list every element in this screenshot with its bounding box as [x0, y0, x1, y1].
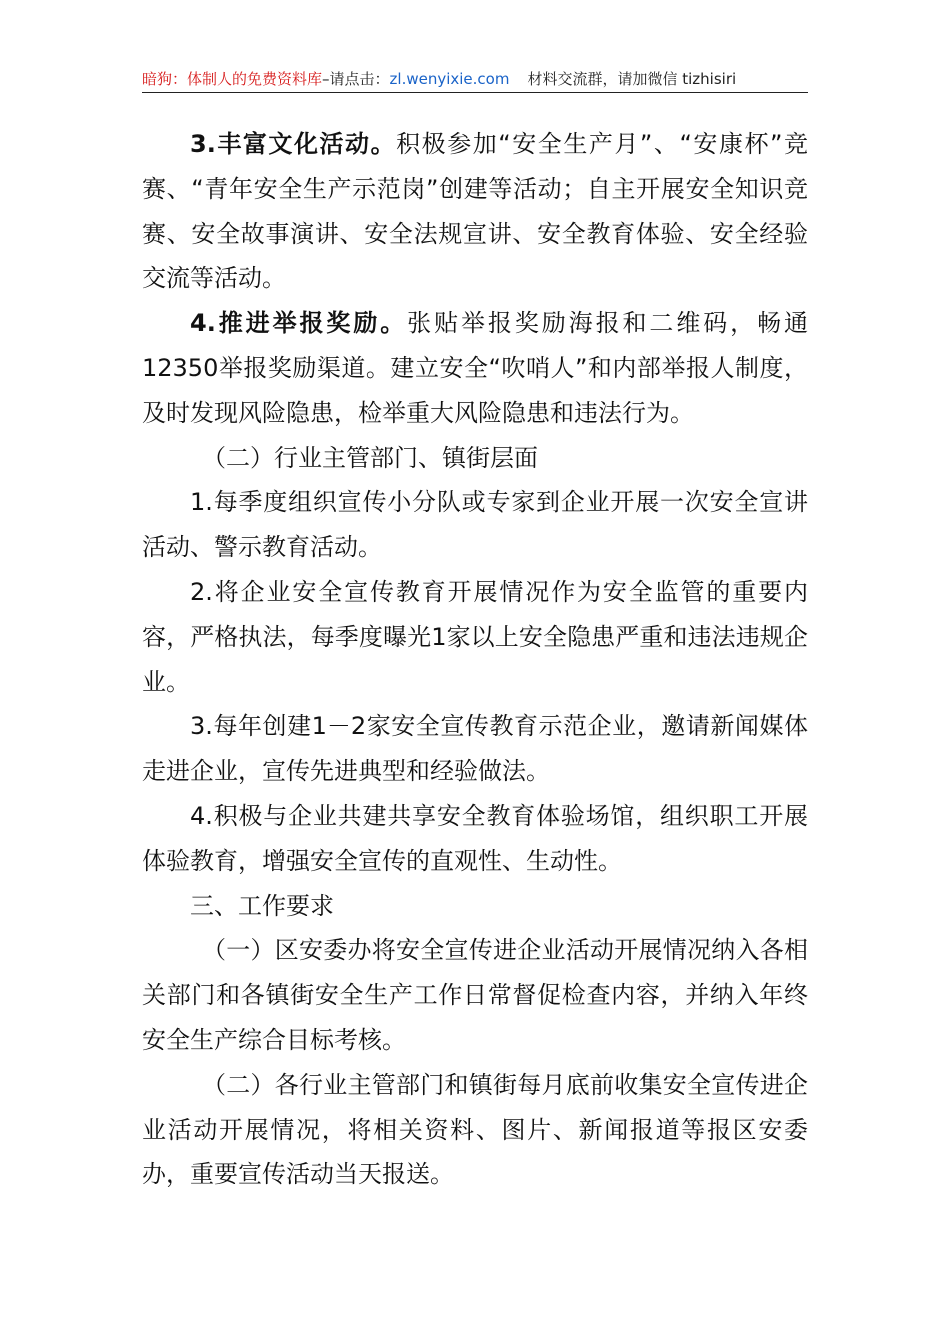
page-header — [142, 66, 808, 93]
paragraph-text: 张贴举报奖励海报和二维码，畅通12350举报奖励渠道。建立安全“吹哨人”和内部举报人制度，及时发现风险隐患，检举重大风险隐患和违法行为。 — [142, 309, 808, 427]
section-heading-work-requirements: 三、工作要求 — [190, 891, 334, 920]
header-url-link[interactable]: zl.wenyixie.com — [389, 70, 510, 88]
document-body — [142, 122, 808, 1197]
paragraph-requirement-2: （二）各行业主管部门和镇街每月底前收集安全宣传进企业活动开展情况，将相关资料、图片、新闻报道等报区安委办，重要宣传活动当天报送。 — [142, 1070, 808, 1189]
paragraph-report-rewards — [142, 301, 808, 435]
paragraph-lead: 4.推进举报奖励。 — [190, 309, 408, 338]
paragraph-requirement-1: （一）区安委办将安全宣传进企业活动开展情况纳入各相关部门和各镇街安全生产工作日常督促检查内容，并纳入年终安全生产综合目标考核。 — [142, 936, 808, 1054]
paragraph-text: 积极参加“安全生产月”、“安康杯”竞赛、“青年安全生产示范岗”创建等活动；自主开展安全知识竞赛、安全故事演讲、安全法规宣讲、安全教育体验、安全经验交流等活动。 — [142, 130, 808, 293]
paragraph-culture-activities — [142, 122, 808, 301]
section-heading-industry-level: （二）行业主管部门、镇街层面 — [202, 443, 538, 472]
paragraph-item-4: 4.积极与企业共建共享安全教育体验场馆，组织职工开展体验教育，增强安全宣传的直观性、生动性。 — [142, 801, 808, 875]
paragraph-item-1: 1.每季度组织宣传小分队或专家到企业开展一次安全宣讲活动、警示教育活动。 — [142, 488, 808, 562]
paragraph-item-2: 2.将企业安全宣传教育开展情况作为安全监管的重要内容，严格执法，每季度曝光1家以上安全隐患严重和违法违规企业。 — [142, 577, 808, 696]
header-click-prompt: –请点击： — [322, 70, 390, 88]
header-brand: 暗狗：体制人的免费资料库 — [142, 70, 323, 88]
paragraph-item-3: 3.每年创建1－2家安全宣传教育示范企业，邀请新闻媒体走进企业，宣传先进典型和经验做法。 — [142, 712, 808, 786]
header-group-note: 材料交流群，请加微信 tizhisiri — [527, 70, 737, 88]
paragraph-lead: 3.丰富文化活动。 — [190, 130, 397, 158]
